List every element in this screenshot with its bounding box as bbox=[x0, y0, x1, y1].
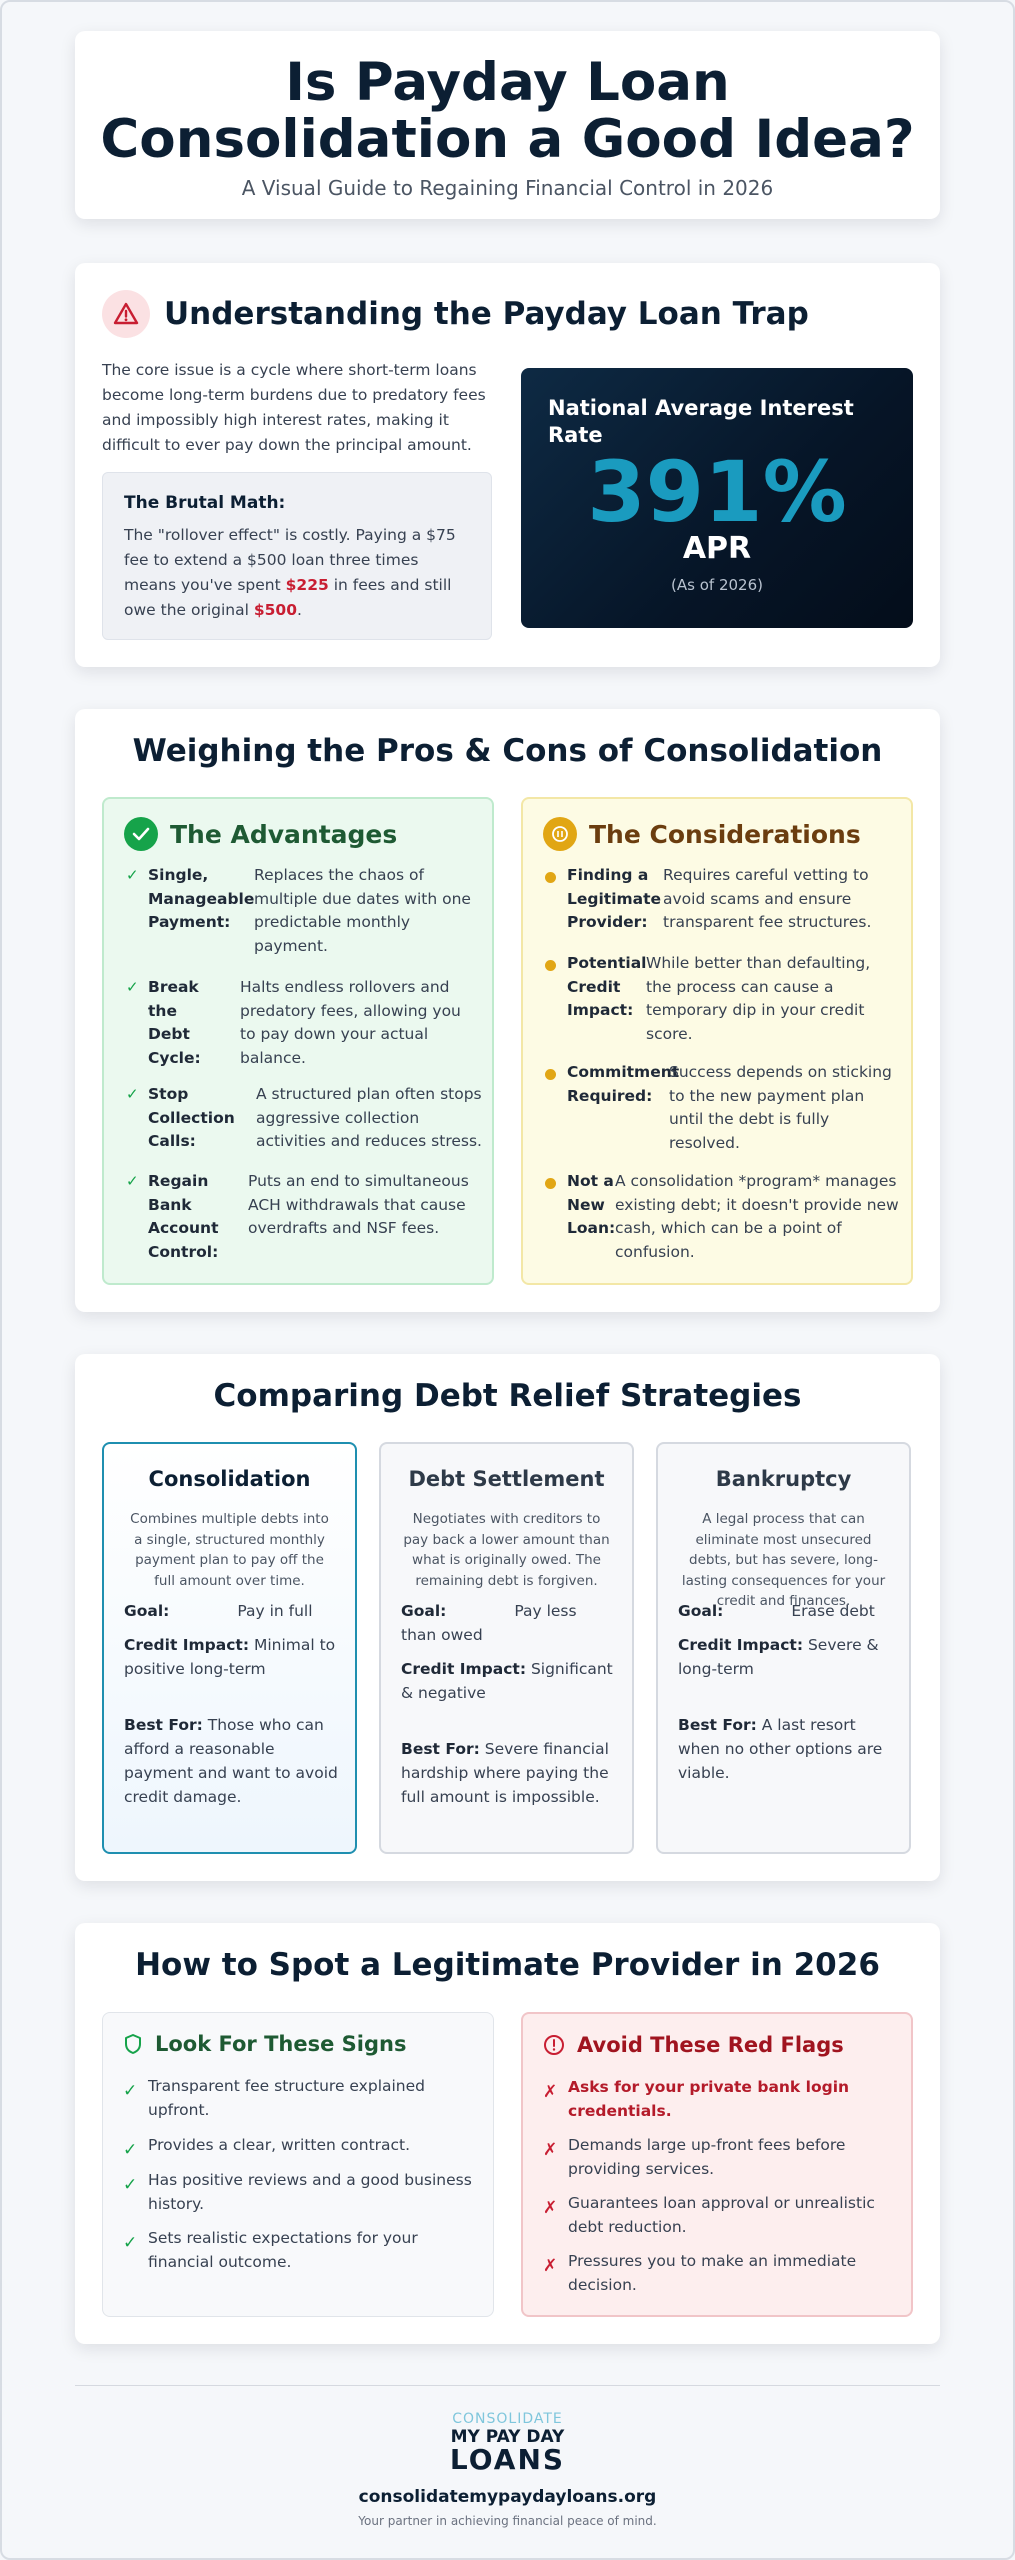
title-line-1: Is Payday Loan bbox=[285, 52, 730, 113]
advantage-item: ✓ Break the Debt Cycle: Halts endless rollovers and predatory fees, allowing you to pay down your actual balance. bbox=[126, 978, 461, 1067]
pros-cons-section bbox=[75, 709, 940, 1312]
cross-icon: ✗ bbox=[543, 2140, 558, 2160]
bullet-dot-icon bbox=[545, 960, 556, 971]
red-flags-heading: Avoid These Red Flags bbox=[543, 2033, 844, 2057]
brutal-math-title: The Brutal Math: bbox=[124, 493, 286, 513]
strategy-credit-impact: Credit Impact: Severe & long-term bbox=[678, 1636, 879, 1678]
good-sign-item: ✓ Sets realistic expectations for your financial outcome. bbox=[123, 2229, 418, 2271]
strategy-card-consolidation bbox=[102, 1442, 357, 1854]
strategies-title: Comparing Debt Relief Strategies bbox=[213, 1378, 802, 1414]
page-title bbox=[75, 54, 940, 168]
strategy-goal: Goal: Erase debt bbox=[678, 1602, 875, 1620]
strategy-name: Debt Settlement bbox=[408, 1467, 605, 1491]
trap-heading bbox=[102, 290, 809, 338]
check-icon: ✓ bbox=[126, 1085, 139, 1103]
header-card bbox=[75, 31, 940, 219]
strategy-description: Combines multiple debts into a single, structured monthly payment plan to pay off the full amount over time. bbox=[130, 1511, 329, 1589]
good-sign-item: ✓ Transparent fee structure explained upfront. bbox=[123, 2077, 426, 2119]
consideration-item: Commitment Required: Success depends on sticking to the new payment plan until the debt is fully resolved. bbox=[545, 1061, 905, 1156]
trap-title: Understanding the Payday Loan Trap bbox=[164, 296, 809, 332]
red-flag-item: ✗ Pressures you to make an immediate decision. bbox=[543, 2252, 857, 2294]
strategy-best-for: Best For: Severe financial hardship where paying the full amount is impossible. bbox=[401, 1740, 609, 1806]
strategy-goal: Goal: Pay in full bbox=[124, 1602, 313, 1620]
considerations-heading bbox=[543, 817, 861, 851]
warning-triangle-icon bbox=[102, 290, 150, 338]
brutal-math-box bbox=[102, 472, 492, 640]
cross-icon: ✗ bbox=[543, 2256, 558, 2276]
apr-value: 391% bbox=[587, 443, 847, 541]
provider-title: How to Spot a Legitimate Provider in 2026 bbox=[135, 1947, 880, 1983]
good-signs-panel bbox=[102, 2012, 494, 2317]
footer-tagline: Your partner in achieving financial peace of mind. bbox=[358, 2514, 657, 2528]
strategy-card-settlement bbox=[379, 1442, 634, 1854]
check-circle-icon bbox=[124, 817, 158, 851]
check-icon: ✓ bbox=[123, 2140, 138, 2160]
website-link[interactable]: consolidatemypaydayloans.org bbox=[358, 2487, 657, 2507]
consideration-item: Finding a Legitimate Provider: Requires careful vetting to avoid scams and ensure transparent fee structures. bbox=[545, 864, 905, 939]
strategy-credit-impact: Credit Impact: Significant & negative bbox=[401, 1660, 613, 1702]
strategy-goal: Goal: Pay less than owed bbox=[401, 1602, 577, 1644]
consideration-item: Potential Credit Impact: While better than defaulting, the process can cause a temporary dip in your credit score. bbox=[545, 952, 905, 1047]
strategy-description: Negotiates with creditors to pay back a lower amount than what is originally owed. The remaining debt is forgiven. bbox=[403, 1511, 610, 1589]
brand-logo: CONSOLIDATE MY PAY DAY LOANS bbox=[449, 2411, 566, 2476]
strategy-credit-impact: Credit Impact: Minimal to positive long-term bbox=[124, 1636, 336, 1678]
considerations-panel bbox=[521, 797, 913, 1285]
cross-icon: ✗ bbox=[543, 2198, 558, 2218]
footer-divider bbox=[75, 2385, 940, 2386]
advantages-panel bbox=[102, 797, 494, 1285]
check-icon: ✓ bbox=[123, 2081, 138, 2101]
strategy-name: Consolidation bbox=[148, 1467, 311, 1491]
bullet-dot-icon bbox=[545, 1069, 556, 1080]
cross-icon: ✗ bbox=[543, 2082, 558, 2102]
apr-unit: APR bbox=[682, 531, 752, 566]
apr-label: National Average Interest Rate bbox=[548, 396, 854, 447]
page-subtitle: A Visual Guide to Regaining Financial Control in 2026 bbox=[241, 176, 774, 200]
apr-note: (As of 2026) bbox=[671, 576, 763, 594]
bullet-dot-icon bbox=[545, 872, 556, 883]
red-flag-item: ✗ Demands large up-front fees before providing services. bbox=[543, 2136, 846, 2178]
alert-circle-icon bbox=[543, 2034, 565, 2056]
trap-intro: The core issue is a cycle where short-term loans become long-term burdens due to predatory fees and impossibly high interest rates, making it difficult to ever pay down the principal amount. bbox=[102, 361, 486, 454]
principal-amount: $500 bbox=[253, 601, 297, 619]
check-icon: ✓ bbox=[123, 2233, 138, 2253]
check-icon: ✓ bbox=[126, 978, 139, 996]
apr-stat-card bbox=[521, 368, 913, 628]
strategy-card-bankruptcy bbox=[656, 1442, 911, 1854]
check-icon: ✓ bbox=[126, 866, 139, 884]
good-signs-heading: Look For These Signs bbox=[123, 2032, 406, 2056]
advantages-heading bbox=[124, 817, 397, 851]
fee-amount: $225 bbox=[285, 576, 329, 594]
red-flag-item: ✗ Asks for your private bank login credentials. bbox=[543, 2078, 850, 2120]
red-flag-item: ✗ Guarantees loan approval or unrealistic debt reduction. bbox=[543, 2194, 875, 2236]
red-flags-panel bbox=[521, 2012, 913, 2317]
pause-circle-icon bbox=[543, 817, 577, 851]
advantage-item: ✓ Regain Bank Account Control: Puts an end to simultaneous ACH withdrawals that cause overdrafts and NSF fees. bbox=[126, 1172, 469, 1261]
provider-section bbox=[75, 1923, 940, 2344]
strategy-name: Bankruptcy bbox=[715, 1467, 852, 1491]
strategy-best-for: Best For: Those who can afford a reasonable payment and want to avoid credit damage. bbox=[124, 1716, 338, 1806]
payday-trap-section bbox=[75, 263, 940, 667]
brutal-math-text: The "rollover effect" is costly. Paying a $75 fee to extend a $500 loan three times means you've spent $225 in fees and still owe the original $500. bbox=[124, 526, 456, 619]
advantages-title: The Advantages bbox=[170, 819, 398, 849]
pros-cons-title: Weighing the Pros & Cons of Consolidation bbox=[132, 733, 883, 769]
check-icon: ✓ bbox=[123, 2175, 138, 2195]
strategies-section bbox=[75, 1354, 940, 1881]
shield-icon bbox=[123, 2033, 143, 2055]
check-icon: ✓ bbox=[126, 1172, 139, 1190]
advantage-item: ✓ Single, Manageable Payment: Replaces the chaos of multiple due dates with one predictable monthly payment. bbox=[126, 866, 471, 955]
title-line-2: Consolidation a Good Idea? bbox=[100, 109, 915, 170]
considerations-title: The Considerations bbox=[589, 819, 861, 849]
consideration-item: Not a New Loan: A consolidation *program* manages existing debt; it doesn't provide new cash, which can be a point of confusion. bbox=[545, 1170, 905, 1265]
good-sign-item: ✓ Provides a clear, written contract. bbox=[123, 2136, 411, 2160]
strategy-best-for: Best For: A last resort when no other options are viable. bbox=[678, 1716, 883, 1782]
bullet-dot-icon bbox=[545, 1178, 556, 1189]
strategy-description: A legal process that can eliminate most unsecured debts, but has severe, long-lasting consequences for your credit and finances. bbox=[681, 1511, 886, 1609]
advantage-item: ✓ Stop Collection Calls: A structured plan often stops aggressive collection activities and reduces stress. bbox=[126, 1085, 482, 1150]
good-sign-item: ✓ Has positive reviews and a good business history. bbox=[123, 2171, 472, 2213]
